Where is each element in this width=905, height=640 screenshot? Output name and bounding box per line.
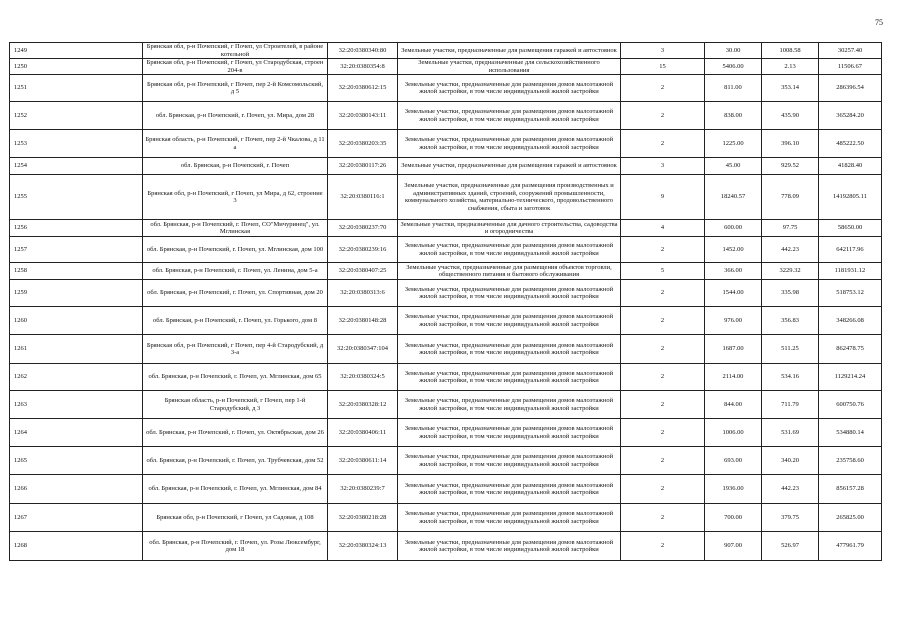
cadastral-number-cell: 32:20:0380218:28 — [328, 504, 398, 532]
page-number: 75 — [875, 18, 883, 27]
cadastral-value-cell: 518753.12 — [819, 280, 882, 307]
row-number-cell: 1249 — [10, 43, 143, 59]
land-use-cell: Земельные участки, предназначенные для размещения объектов торговли, общественного питания и бытового обслуживания — [398, 263, 621, 280]
address-cell: обл. Брянская, р-н Почепский, г. Почеп, СО"Мичуринец", ул. Мглинская — [143, 220, 328, 237]
land-use-cell: Земельные участки, предназначенные для размещения домов малоэтажной жилой застройки, в том числе индивидуальной жилой застройки — [398, 504, 621, 532]
address-cell: Брянская обл, р-н Почепский, г Почеп, пер 2-й Комсомольский, д 5 — [143, 75, 328, 102]
use-group-cell: 3 — [621, 43, 705, 59]
area-cell: 1687.00 — [705, 335, 762, 364]
area-cell: 1936.00 — [705, 475, 762, 504]
row-number-cell: 1257 — [10, 237, 143, 263]
table-row — [10, 447, 882, 475]
land-use-cell: Земельные участки, предназначенные для размещения домов малоэтажной жилой застройки, в том числе индивидуальной жилой застройки — [398, 391, 621, 419]
address-cell: обл. Брянская, р-н Почепский, г. Почеп, ул. Розы Люксембург, дом 18 — [143, 532, 328, 561]
table-row — [10, 158, 882, 175]
use-group-cell: 2 — [621, 447, 705, 475]
row-number-cell: 1255 — [10, 175, 143, 220]
unit-price-cell: 396.10 — [762, 130, 819, 158]
table-row — [10, 237, 882, 263]
land-use-cell: Земельные участки, предназначенные для размещения домов малоэтажной жилой застройки, в том числе индивидуальной жилой застройки — [398, 447, 621, 475]
cadastral-value-cell: 642117.96 — [819, 237, 882, 263]
row-number-cell: 1251 — [10, 75, 143, 102]
land-use-cell: Земельные участки, предназначенные для размещения домов малоэтажной жилой застройки, в том числе индивидуальной жилой застройки — [398, 130, 621, 158]
table-row — [10, 391, 882, 419]
area-cell: 1544.00 — [705, 280, 762, 307]
unit-price-cell: 442.23 — [762, 237, 819, 263]
use-group-cell: 5 — [621, 263, 705, 280]
address-cell: Брянская обл, р-н Почепский, г Почеп, ул Садовая, д 108 — [143, 504, 328, 532]
unit-price-cell: 711.79 — [762, 391, 819, 419]
cadastral-value-cell: 11506.67 — [819, 59, 882, 75]
address-cell: обл. Брянская, р-н Почепский, г. Почеп, ул. Мглинская, дом 65 — [143, 364, 328, 391]
area-cell: 18240.57 — [705, 175, 762, 220]
address-cell: обл. Брянская, р-н Почепский, г. Почеп, ул. Горького, дом 8 — [143, 307, 328, 335]
unit-price-cell: 778.09 — [762, 175, 819, 220]
area-cell: 30.00 — [705, 43, 762, 59]
address-cell: обл. Брянская, р-н Почепский, г. Почеп, ул. Спортивная, дом 20 — [143, 280, 328, 307]
land-use-cell: Земельные участки, предназначенные для размещения гаражей и автостоянок — [398, 158, 621, 175]
land-use-cell: Земельные участки, предназначенные для размещения домов малоэтажной жилой застройки, в том числе индивидуальной жилой застройки — [398, 335, 621, 364]
address-cell: Брянская область, р-н Почепский, г Почеп, пер 1-й Стародубский, д 3 — [143, 391, 328, 419]
unit-price-cell: 3229.32 — [762, 263, 819, 280]
land-use-cell: Земельные участки, предназначенные для размещения домов малоэтажной жилой застройки, в том числе индивидуальной жилой застройки — [398, 364, 621, 391]
cadastral-value-cell: 58650.00 — [819, 220, 882, 237]
land-use-cell: Земельные участки, предназначенные для размещения домов малоэтажной жилой застройки, в том числе индивидуальной жилой застройки — [398, 419, 621, 447]
table-row — [10, 307, 882, 335]
unit-price-cell: 526.97 — [762, 532, 819, 561]
unit-price-cell: 335.98 — [762, 280, 819, 307]
unit-price-cell: 1008.58 — [762, 43, 819, 59]
table-row — [10, 220, 882, 237]
address-cell: обл. Брянская, р-н Почепский, г. Почеп, ул. Трубчевская, дом 52 — [143, 447, 328, 475]
cadastral-number-cell: 32:20:0380313:6 — [328, 280, 398, 307]
cadastral-number-cell: 32:20:0380116:1 — [328, 175, 398, 220]
area-cell: 2114.00 — [705, 364, 762, 391]
cadastral-value-cell: 1129214.24 — [819, 364, 882, 391]
use-group-cell: 9 — [621, 175, 705, 220]
area-cell: 366.00 — [705, 263, 762, 280]
row-number-cell: 1250 — [10, 59, 143, 75]
address-cell: Брянская область, р-н Почепский, г Почеп, пер 2-й Чкалова, д 11 а — [143, 130, 328, 158]
area-cell: 1452.00 — [705, 237, 762, 263]
table-row — [10, 475, 882, 504]
area-cell: 693.00 — [705, 447, 762, 475]
use-group-cell: 2 — [621, 504, 705, 532]
table-row — [10, 419, 882, 447]
use-group-cell: 2 — [621, 102, 705, 130]
address-cell: обл. Брянская, р-н Почепский, г. Почеп, ул. Мглинская, дом 84 — [143, 475, 328, 504]
cadastral-number-cell: 32:20:0380354:8 — [328, 59, 398, 75]
use-group-cell: 2 — [621, 307, 705, 335]
land-use-cell: Земельные участки, предназначенные для размещения гаражей и автостоянок — [398, 43, 621, 59]
area-cell: 600.00 — [705, 220, 762, 237]
address-cell: Брянская обл, р-н Почепский, г Почеп, ул Мира, д 62, строение 3 — [143, 175, 328, 220]
cadastral-number-cell: 32:20:0380611:14 — [328, 447, 398, 475]
land-use-cell: Земельные участки, предназначенные для размещения производственных и административных зданий, строений, сооружений промышленности, коммунального хозяйства, материально-технического, продовольственного снабжения, сбыта и заготовок — [398, 175, 621, 220]
area-cell: 1225.00 — [705, 130, 762, 158]
cadastral-number-cell: 32:20:0380340:80 — [328, 43, 398, 59]
row-number-cell: 1266 — [10, 475, 143, 504]
table-row — [10, 75, 882, 102]
cadastral-value-cell: 1181931.12 — [819, 263, 882, 280]
row-number-cell: 1253 — [10, 130, 143, 158]
address-cell: Брянская обл, р-н Почепский, г Почеп, ул Стародубская, строен 204-в — [143, 59, 328, 75]
cadastral-value-cell: 235758.60 — [819, 447, 882, 475]
address-cell: обл. Брянская, р-н Почепский, г. Почеп, ул. Ленина, дом 5-а — [143, 263, 328, 280]
land-use-cell: Земельные участки, предназначенные для размещения домов малоэтажной жилой застройки, в том числе индивидуальной жилой застройки — [398, 307, 621, 335]
area-cell: 700.00 — [705, 504, 762, 532]
cadastral-value-cell: 485222.50 — [819, 130, 882, 158]
area-cell: 976.00 — [705, 307, 762, 335]
address-cell: обл. Брянская, р-н Почепский, г. Почеп, ул. Мира, дом 28 — [143, 102, 328, 130]
cadastral-number-cell: 32:20:0380324:5 — [328, 364, 398, 391]
area-cell: 45.00 — [705, 158, 762, 175]
row-number-cell: 1259 — [10, 280, 143, 307]
table-body — [10, 43, 882, 561]
cadastral-value-cell: 41828.40 — [819, 158, 882, 175]
use-group-cell: 4 — [621, 220, 705, 237]
unit-price-cell: 356.83 — [762, 307, 819, 335]
cadastral-number-cell: 32:20:0380237:70 — [328, 220, 398, 237]
cadastral-number-cell: 32:20:0380203:35 — [328, 130, 398, 158]
area-cell: 844.00 — [705, 391, 762, 419]
land-use-cell: Земельные участки, предназначенные для дачного строительства, садоводства и огородничества — [398, 220, 621, 237]
address-cell: обл. Брянская, р-н Почепский, г. Почеп — [143, 158, 328, 175]
cadastral-number-cell: 32:20:0380406:11 — [328, 419, 398, 447]
cadastral-number-cell: 32:20:0380117:26 — [328, 158, 398, 175]
use-group-cell: 2 — [621, 237, 705, 263]
cadastral-number-cell: 32:20:0380239:7 — [328, 475, 398, 504]
address-cell: Брянская обл, р-н Почепский, г Почеп, пер 4-й Стародубский, д 3-а — [143, 335, 328, 364]
unit-price-cell: 531.69 — [762, 419, 819, 447]
row-number-cell: 1258 — [10, 263, 143, 280]
address-cell: обл. Брянская, р-н Почепский, г. Почеп, ул. Мглинская, дом 100 — [143, 237, 328, 263]
row-number-cell: 1261 — [10, 335, 143, 364]
row-number-cell: 1254 — [10, 158, 143, 175]
address-cell: Брянская обл, р-н Почепский, г Почеп, ул Строителей, в районе котельной — [143, 43, 328, 59]
cadastral-value-cell: 862478.75 — [819, 335, 882, 364]
land-use-cell: Земельные участки, предназначенные для размещения домов малоэтажной жилой застройки, в том числе индивидуальной жилой застройки — [398, 475, 621, 504]
unit-price-cell: 340.20 — [762, 447, 819, 475]
cadastral-number-cell: 32:20:0380143:11 — [328, 102, 398, 130]
unit-price-cell: 2.13 — [762, 59, 819, 75]
table-row — [10, 364, 882, 391]
row-number-cell: 1256 — [10, 220, 143, 237]
unit-price-cell: 97.75 — [762, 220, 819, 237]
cadastral-value-cell: 348266.08 — [819, 307, 882, 335]
cadastral-value-cell: 365284.20 — [819, 102, 882, 130]
land-use-cell: Земельные участки, предназначенные для сельскохозяйственного использования — [398, 59, 621, 75]
cadastral-value-cell: 534880.14 — [819, 419, 882, 447]
row-number-cell: 1262 — [10, 364, 143, 391]
row-number-cell: 1252 — [10, 102, 143, 130]
table-row — [10, 335, 882, 364]
table-row — [10, 102, 882, 130]
cadastral-value-cell: 286396.54 — [819, 75, 882, 102]
table-row — [10, 59, 882, 75]
use-group-cell: 2 — [621, 419, 705, 447]
area-cell: 907.00 — [705, 532, 762, 561]
row-number-cell: 1260 — [10, 307, 143, 335]
row-number-cell: 1264 — [10, 419, 143, 447]
area-cell: 811.00 — [705, 75, 762, 102]
cadastral-number-cell: 32:20:0380324:13 — [328, 532, 398, 561]
cadastral-number-cell: 32:20:0380328:12 — [328, 391, 398, 419]
cadastral-number-cell: 32:20:0380148:28 — [328, 307, 398, 335]
use-group-cell: 2 — [621, 75, 705, 102]
cadastral-value-table — [9, 42, 882, 561]
area-cell: 838.00 — [705, 102, 762, 130]
use-group-cell: 2 — [621, 391, 705, 419]
cadastral-value-cell: 14192805.11 — [819, 175, 882, 220]
unit-price-cell: 435.90 — [762, 102, 819, 130]
row-number-cell: 1265 — [10, 447, 143, 475]
land-use-cell: Земельные участки, предназначенные для размещения домов малоэтажной жилой застройки, в том числе индивидуальной жилой застройки — [398, 102, 621, 130]
use-group-cell: 2 — [621, 130, 705, 158]
use-group-cell: 2 — [621, 364, 705, 391]
cadastral-value-cell: 477961.79 — [819, 532, 882, 561]
land-use-cell: Земельные участки, предназначенные для размещения домов малоэтажной жилой застройки, в том числе индивидуальной жилой застройки — [398, 532, 621, 561]
table-row — [10, 130, 882, 158]
land-use-cell: Земельные участки, предназначенные для размещения домов малоэтажной жилой застройки, в том числе индивидуальной жилой застройки — [398, 75, 621, 102]
unit-price-cell: 442.23 — [762, 475, 819, 504]
unit-price-cell: 534.16 — [762, 364, 819, 391]
cadastral-number-cell: 32:20:0380612:15 — [328, 75, 398, 102]
area-cell: 5406.00 — [705, 59, 762, 75]
cadastral-value-cell: 856157.28 — [819, 475, 882, 504]
table-row — [10, 263, 882, 280]
table-row — [10, 532, 882, 561]
table-row — [10, 43, 882, 59]
cadastral-number-cell: 32:20:0380407:25 — [328, 263, 398, 280]
cadastral-number-cell: 32:20:0380239:16 — [328, 237, 398, 263]
use-group-cell: 2 — [621, 280, 705, 307]
unit-price-cell: 353.14 — [762, 75, 819, 102]
use-group-cell: 3 — [621, 158, 705, 175]
use-group-cell: 2 — [621, 532, 705, 561]
row-number-cell: 1263 — [10, 391, 143, 419]
use-group-cell: 15 — [621, 59, 705, 75]
area-cell: 1006.00 — [705, 419, 762, 447]
table-row — [10, 504, 882, 532]
use-group-cell: 2 — [621, 475, 705, 504]
cadastral-value-cell: 265825.00 — [819, 504, 882, 532]
address-cell: обл. Брянская, р-н Почепский, г. Почеп, ул. Октябрьская, дом 26 — [143, 419, 328, 447]
unit-price-cell: 929.52 — [762, 158, 819, 175]
cadastral-value-cell: 30257.40 — [819, 43, 882, 59]
table-row — [10, 175, 882, 220]
table-row — [10, 280, 882, 307]
cadastral-value-cell: 600750.76 — [819, 391, 882, 419]
land-use-cell: Земельные участки, предназначенные для размещения домов малоэтажной жилой застройки, в том числе индивидуальной жилой застройки — [398, 237, 621, 263]
land-use-cell: Земельные участки, предназначенные для размещения домов малоэтажной жилой застройки, в том числе индивидуальной жилой застройки — [398, 280, 621, 307]
use-group-cell: 2 — [621, 335, 705, 364]
unit-price-cell: 511.25 — [762, 335, 819, 364]
row-number-cell: 1268 — [10, 532, 143, 561]
unit-price-cell: 379.75 — [762, 504, 819, 532]
row-number-cell: 1267 — [10, 504, 143, 532]
cadastral-number-cell: 32:20:0380347:104 — [328, 335, 398, 364]
